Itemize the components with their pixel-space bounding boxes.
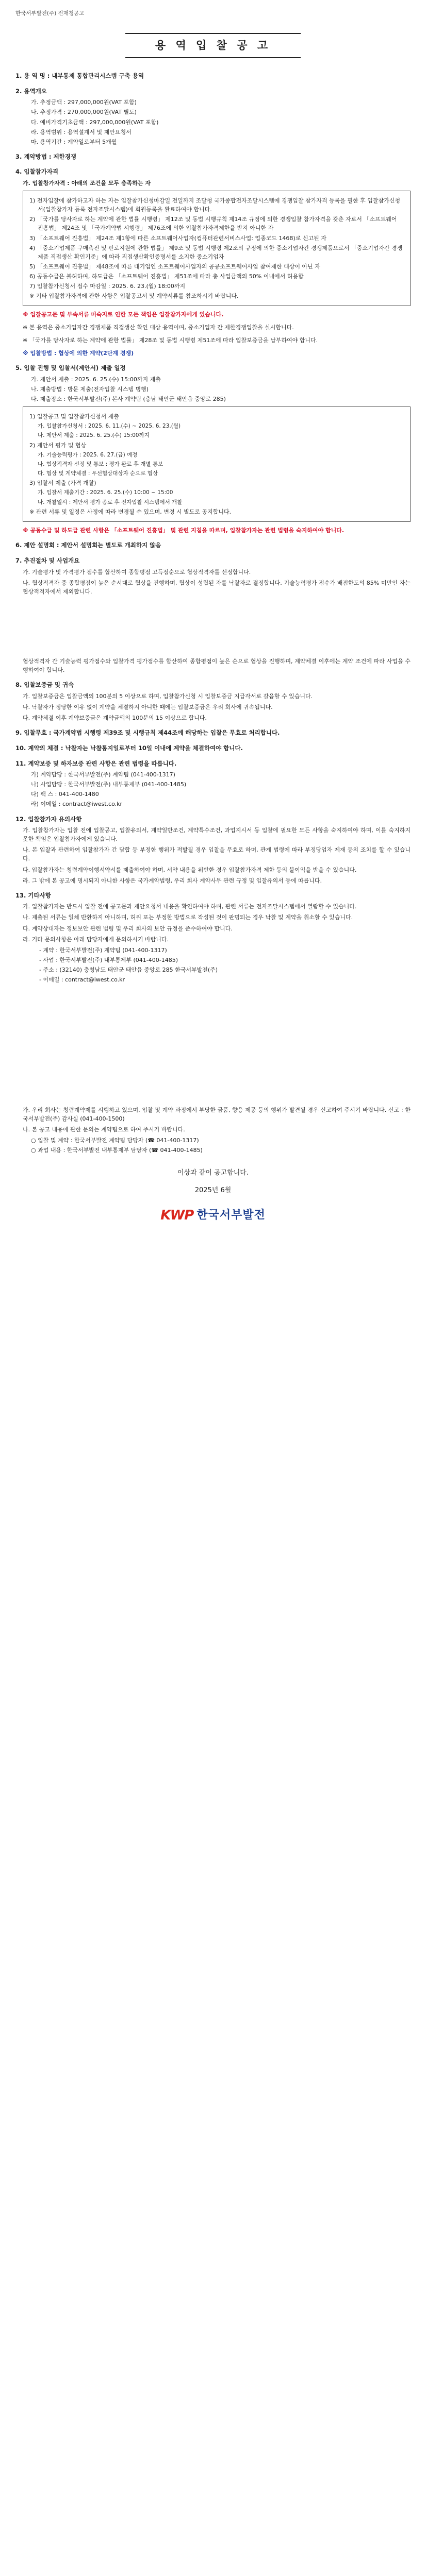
- eligibility-item: 4) 「중소기업제품 구매촉진 및 판로지원에 관한 법률」 제9조 및 동법 시행령 제2조의 규정에 의한 중소기업자간 경쟁제품으로서 「중소기업자간 경쟁제품 직접생산 확인기준」에 따라 직접생산확인증명서를 소지한 중소기업자: [29, 244, 403, 260]
- deposit-item: 나. 낙찰자가 정당한 이유 없이 계약을 체결하지 아니한 때에는 입찰보증금은 우리 회사에 귀속됩니다.: [23, 703, 273, 710]
- kwp-logo-mark: KWP: [160, 1208, 194, 1224]
- final-contact: ○ 입찰 및 계약 : 한국서부발전 계약팀 담당자 (☎ 041-400-1317): [31, 1137, 199, 1144]
- procedure-item: 가. 기술평가 및 가격평가 점수를 합산하여 종합평점 고득점순으로 협상적격자를 선정합니다.: [23, 568, 251, 575]
- overview-item: 다. 예비가격기초금액 : 297,000,000원(VAT 포함): [31, 118, 159, 126]
- final-item: 나. 본 공고 내용에 관한 문의는 계약팀으로 하여 주시기 바랍니다.: [23, 1126, 185, 1133]
- caution-item: 가. 입찰참가자는 입찰 전에 입찰공고, 입찰유의서, 계약일반조건, 계약특수조건, 과업지시서 등 입찰에 필요한 모든 사항을 숙지하여야 하며, 이를 숙지하지 못한 책임은 입찰참가자에게 있습니다.: [23, 827, 411, 843]
- contact-item: 가) 계약담당 : 한국서부발전(주) 계약팀 (041-400-1317): [31, 771, 175, 778]
- caution-item: 라. 그 밖에 본 공고에 명시되지 아니한 사항은 국가계약법령, 우리 회사 계약사무 관련 규정 및 입찰유의서 등에 따릅니다.: [23, 877, 322, 884]
- notice-line: ※ 본 용역은 중소기업자간 경쟁제품 직접생산 확인 대상 용역이며, 중소기업자 간 제한경쟁입찰을 실시합니다.: [23, 324, 294, 331]
- misc-item: 가. 입찰참가자는 반드시 입찰 전에 공고문과 제안요청서 내용을 확인하여야 하며, 관련 서류는 전자조달시스템에서 열람할 수 있습니다.: [23, 903, 357, 910]
- section-10-heading: 10. 계약의 체결 : 낙찰자는 낙찰통지일로부터 10일 이내에 계약을 체결하여야 합니다.: [15, 744, 243, 752]
- contact-item: 다) 팩 스 : 041-400-1480: [31, 791, 99, 798]
- deposit-item: 다. 계약체결 이후 계약보증금은 계약금액의 100분의 15 이상으로 합니다.: [23, 714, 207, 721]
- misc-item: 나. 제출된 서류는 일체 반환하지 아니하며, 허위 또는 부정한 방법으로 작성된 것이 판명되는 경우 낙찰 및 계약을 취소할 수 있습니다.: [23, 914, 353, 921]
- page-title: 용 역 입 찰 공 고: [125, 33, 301, 58]
- spacer: [15, 985, 411, 1104]
- section-11-heading: 11. 계약보증 및 하자보증 관련 사항은 관련 법령을 따릅니다.: [15, 759, 177, 767]
- eligibility-item: ※ 기타 입찰참가자격에 관한 사항은 입찰공고서 및 계약서류를 참조하시기 바랍니다.: [29, 292, 239, 299]
- section-3-heading: 3. 계약방법 : 제한경쟁: [15, 152, 76, 160]
- final-item: 가. 우리 회사는 청렴계약제를 시행하고 있으며, 입찰 및 계약 과정에서 부당한 금품, 향응 제공 등의 행위가 발견될 경우 신고하여 주시기 바랍니다. 신고 : 한국서부발전(주) 감사실 (041-400-1500): [23, 1106, 411, 1122]
- section-6-heading: 6. 제안 설명회 : 제안서 설명회는 별도로 개최하지 않음: [15, 541, 161, 549]
- spacer: [15, 598, 411, 655]
- eligibility-item: 5) 「소프트웨어 진흥법」 제48조에 따른 대기업인 소프트웨어사업자의 공공소프트웨어사업 참여제한 대상이 아닌 자: [29, 263, 320, 270]
- misc-contact: - 주소 : (32140) 충청남도 태안군 태안읍 중앙로 285 한국서부발전(주): [39, 966, 218, 973]
- eligibility-item: 3) 「소프트웨어 진흥법」 제24조 제1항에 따른 소프트웨어사업자(컴퓨터관련서비스사업: 업종코드 1468)로 신고된 자: [29, 234, 326, 242]
- schedule-box-item: 가. 기술능력평가 : 2025. 6. 27.(금) 예정: [38, 451, 138, 458]
- caution-item: 나. 본 입찰과 관련하여 입찰참가자 간 담합 등 부정한 행위가 적발될 경우 입찰을 무효로 하며, 관계 법령에 따라 부정당업자 제재 등의 조치를 할 수 있습니다.: [23, 846, 411, 862]
- misc-contact: - 계약 : 한국서부발전(주) 계약팀 (041-400-1317): [39, 946, 167, 954]
- misc-item: 다. 계약상대자는 정보보안 관련 법령 및 우리 회사의 보안 규정을 준수하여야 합니다.: [23, 925, 233, 932]
- misc-contact: - 이메일 : contract@iwest.co.kr: [39, 976, 125, 983]
- schedule-box-item: 나. 제안서 제출 : 2025. 6. 25.(수) 15:00까지: [38, 432, 150, 439]
- company-name: 한국서부발전: [196, 1209, 266, 1222]
- deposit-item: 가. 입찰보증금은 입찰금액의 100분의 5 이상으로 하며, 입찰참가신청 시 입찰보증금 지급각서로 갈음할 수 있습니다.: [23, 692, 313, 700]
- final-contact: ○ 과업 내용 : 한국서부발전 내부통제부 담당자 (☎ 041-400-1485): [31, 1147, 203, 1154]
- section-2-heading: 2. 용역개요: [15, 87, 47, 95]
- warning-notice: ※ 입찰공고문 및 부속서류 미숙지로 인한 모든 책임은 입찰참가자에게 있습니다.: [23, 311, 224, 318]
- schedule-box-item: ※ 관련 서류 및 일정은 사정에 따라 변경될 수 있으며, 변경 시 별도로 공지합니다.: [29, 509, 232, 515]
- schedule-box-item: 나. 협상적격자 선정 및 통보 : 평가 완료 후 개별 통보: [38, 461, 163, 467]
- schedule-box-item: 다. 협상 및 계약체결 : 우선협상대상자 순으로 협상: [38, 470, 158, 477]
- section-9-heading: 9. 입찰무효 : 국가계약법 시행령 제39조 및 시행규칙 제44조에 해당하는 입찰은 무효로 처리합니다.: [15, 728, 280, 736]
- section-4-heading: 4. 입찰참가자격: [15, 168, 59, 176]
- eligibility-item: 1) 전자입찰에 참가하고자 하는 자는 입찰참가신청마감일 전일까지 조달청 국가종합전자조달시스템에 경쟁입찰 참가자격 등록을 필한 후 입찰참가신청서(입찰참가자 등록 전자조달시스템)에 회원등록을 완료하여야 합니다.: [29, 197, 401, 213]
- section-12-heading: 12. 입찰참가자 유의사항: [15, 815, 82, 823]
- eligibility-item: 7) 입찰참가신청서 접수 마감일 : 2025. 6. 23.(월) 18:00까지: [29, 282, 186, 290]
- overview-item: 가. 추정금액 : 297,000,000원(VAT 포함): [31, 99, 137, 106]
- schedule-item: 다. 제출장소 : 한국서부발전(주) 본사 계약팀 (충남 태안군 태안읍 중앙로 285): [31, 395, 226, 402]
- bid-method-notice: ※ 입찰방법 : 협상에 의한 계약(2단계 경쟁): [23, 350, 134, 357]
- schedule-box: [23, 406, 411, 522]
- caution-item: 다. 입찰참가자는 청렴계약이행서약서를 제출하여야 하며, 서약 내용을 위반한 경우 입찰참가자격 제한 등의 불이익을 받을 수 있습니다.: [23, 866, 357, 873]
- company-logo: [146, 1205, 280, 1226]
- organization-header: 한국서부발전(주) 전재청공고: [15, 10, 85, 16]
- section-8-heading: 8. 입찰보증금 및 귀속: [15, 681, 74, 688]
- schedule-item: 나. 제출방법 : 방문 제출(전자입찰 시스템 병행): [31, 385, 149, 393]
- notice-date: 2025년 6월: [194, 1187, 232, 1195]
- closing-statement: 이상과 같이 공고합니다.: [177, 1169, 249, 1177]
- schedule-box-item: 3) 입찰서 제출 (가격 개찰): [29, 480, 96, 487]
- eligibility-item: 2) 「국가를 당사자로 하는 계약에 관한 법률 시행령」 제12조 및 동법 시행규칙 제14조 규정에 의한 경쟁입찰 참가자격을 갖춘 자로서 「소프트웨어 진흥법」 제24조 및 「국가계약법 시행령」 제76조에 의한 입찰참가자격제한을 받지 아니한 자: [29, 216, 397, 232]
- contact-item: 라) 이메일 : contract@iwest.co.kr: [31, 801, 123, 808]
- eligibility-box: [23, 191, 411, 306]
- section-13-heading: 13. 기타사항: [15, 891, 51, 899]
- notice-line: ※ 「국가를 당사자로 하는 계약에 관한 법률」 제28조 및 동법 시행령 제51조에 따라 입찰보증금을 납부하여야 합니다.: [23, 336, 318, 344]
- overview-item: 나. 추정가격 : 270,000,000원(VAT 별도): [31, 109, 137, 116]
- warning-notice: ※ 공동수급 및 하도급 관련 사항은 「소프트웨어 진흥법」 및 관련 지침을 따르며, 입찰참가자는 관련 법령을 숙지하여야 합니다.: [23, 527, 344, 534]
- schedule-box-item: 나. 개찰일시 : 제안서 평가 종료 후 전자입찰 시스템에서 개찰: [38, 499, 183, 505]
- schedule-box-item: 1) 입찰공고 및 입찰참가신청서 제출: [29, 413, 120, 420]
- schedule-item: 가. 제안서 제출 : 2025. 6. 25.(수) 15:00까지 제출: [31, 376, 161, 383]
- schedule-box-item: 가. 입찰참가신청서 : 2025. 6. 11.(수) ~ 2025. 6. 23.(월): [38, 423, 181, 430]
- overview-item: 라. 용역범위 : 용역설계서 및 제안요청서: [31, 128, 132, 135]
- misc-contact: - 사업 : 한국서부발전(주) 내부통제부 (041-400-1485): [39, 956, 178, 963]
- notice-page: [0, 0, 426, 1245]
- schedule-box-item: 2) 제안서 평가 및 협상: [29, 442, 87, 449]
- section-1-heading: 1. 용 역 명 : 내부통제 통합관리시스템 구축 용역: [15, 72, 144, 79]
- section-7-heading: 7. 추진절차 및 사업개요: [15, 556, 80, 564]
- procedure-paragraph: 협상적격자 간 기술능력 평가점수와 입찰가격 평가점수를 합산하여 종합평점이 높은 순으로 협상을 진행하며, 계약체결 이후에는 계약 조건에 따라 사업을 수행하여야 합니다.: [23, 657, 411, 673]
- eligibility-item: 6) 공동수급은 불허하며, 하도급은 「소프트웨어 진흥법」 제51조에 따라 총 사업금액의 50% 이내에서 허용함: [29, 273, 304, 280]
- overview-item: 마. 용역기간 : 계약일로부터 5개월: [31, 138, 117, 145]
- eligibility-intro: 가. 입찰참가자격 : 아래의 조건을 모두 충족하는 자: [23, 180, 151, 187]
- misc-item: 라. 기타 문의사항은 아래 담당자에게 문의하시기 바랍니다.: [23, 936, 169, 943]
- contact-item: 나) 사업담당 : 한국서부발전(주) 내부통제부 (041-400-1485): [31, 781, 187, 788]
- procedure-item: 나. 협상적격자 중 종합평점이 높은 순서대로 협상을 진행하며, 협상이 성립된 자를 낙찰자로 결정합니다. 기술능력평가 점수가 배점한도의 85% 미만인 자는 협상적격자에서 제외합니다.: [23, 579, 411, 595]
- schedule-box-item: 가. 입찰서 제출기간 : 2025. 6. 25.(수) 10:00 ~ 15:00: [38, 489, 173, 496]
- section-5-heading: 5. 입찰 진행 및 입찰서(제안서) 제출 일정: [15, 364, 126, 372]
